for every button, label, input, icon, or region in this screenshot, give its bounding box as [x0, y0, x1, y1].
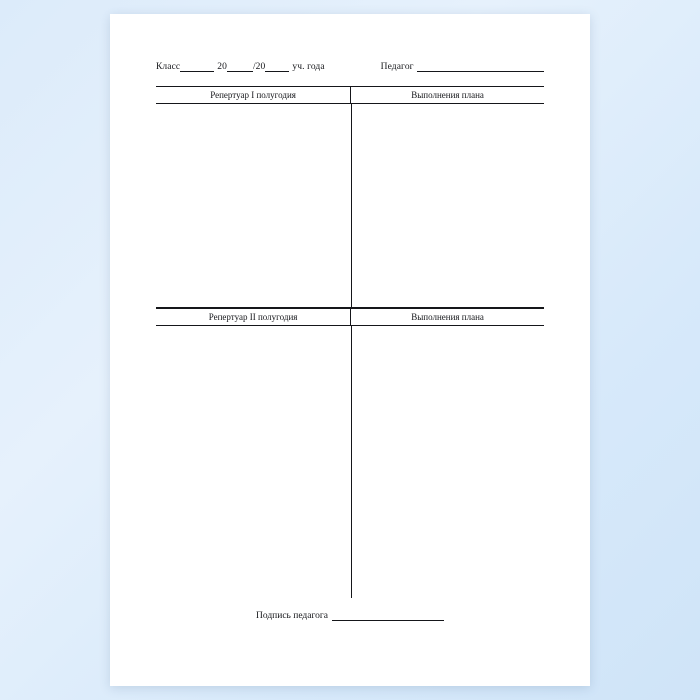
- year-end-prefix: /20: [252, 61, 266, 72]
- first-semester-repertoire-header: Репертуар I полугодия: [156, 87, 351, 103]
- document-page: [110, 14, 590, 686]
- class-field-group: [156, 61, 325, 72]
- teacher-field-group: [381, 61, 544, 72]
- teacher-blank[interactable]: [417, 61, 544, 72]
- second-semester-column-divider: [351, 326, 352, 598]
- class-label: Класс: [156, 61, 181, 72]
- header-row: [156, 56, 544, 72]
- class-blank[interactable]: [180, 61, 214, 72]
- second-semester-repertoire-header: Репертуар II полугодия: [156, 309, 351, 325]
- year-suffix-label: уч. года: [292, 61, 325, 72]
- year-start-blank[interactable]: [227, 61, 253, 72]
- page-content: [156, 56, 544, 642]
- signature-blank[interactable]: [332, 610, 444, 621]
- first-semester-plan-header: Выполнения плана: [411, 90, 484, 100]
- second-semester-table: [156, 308, 544, 598]
- first-semester-column-divider: [351, 104, 352, 307]
- teacher-label: Педагог: [380, 61, 414, 72]
- second-semester-body[interactable]: [156, 326, 544, 598]
- year-end-blank[interactable]: [265, 61, 289, 72]
- signature-label: Подпись педагога: [255, 610, 328, 621]
- year-start-prefix: 20: [217, 61, 227, 72]
- first-semester-table: [156, 86, 544, 308]
- second-semester-plan-header: Выполнения плана: [411, 312, 484, 322]
- first-semester-body[interactable]: [156, 104, 544, 308]
- first-semester-header-row: [156, 86, 544, 104]
- second-semester-header-row: [156, 308, 544, 326]
- signature-row: [156, 610, 544, 621]
